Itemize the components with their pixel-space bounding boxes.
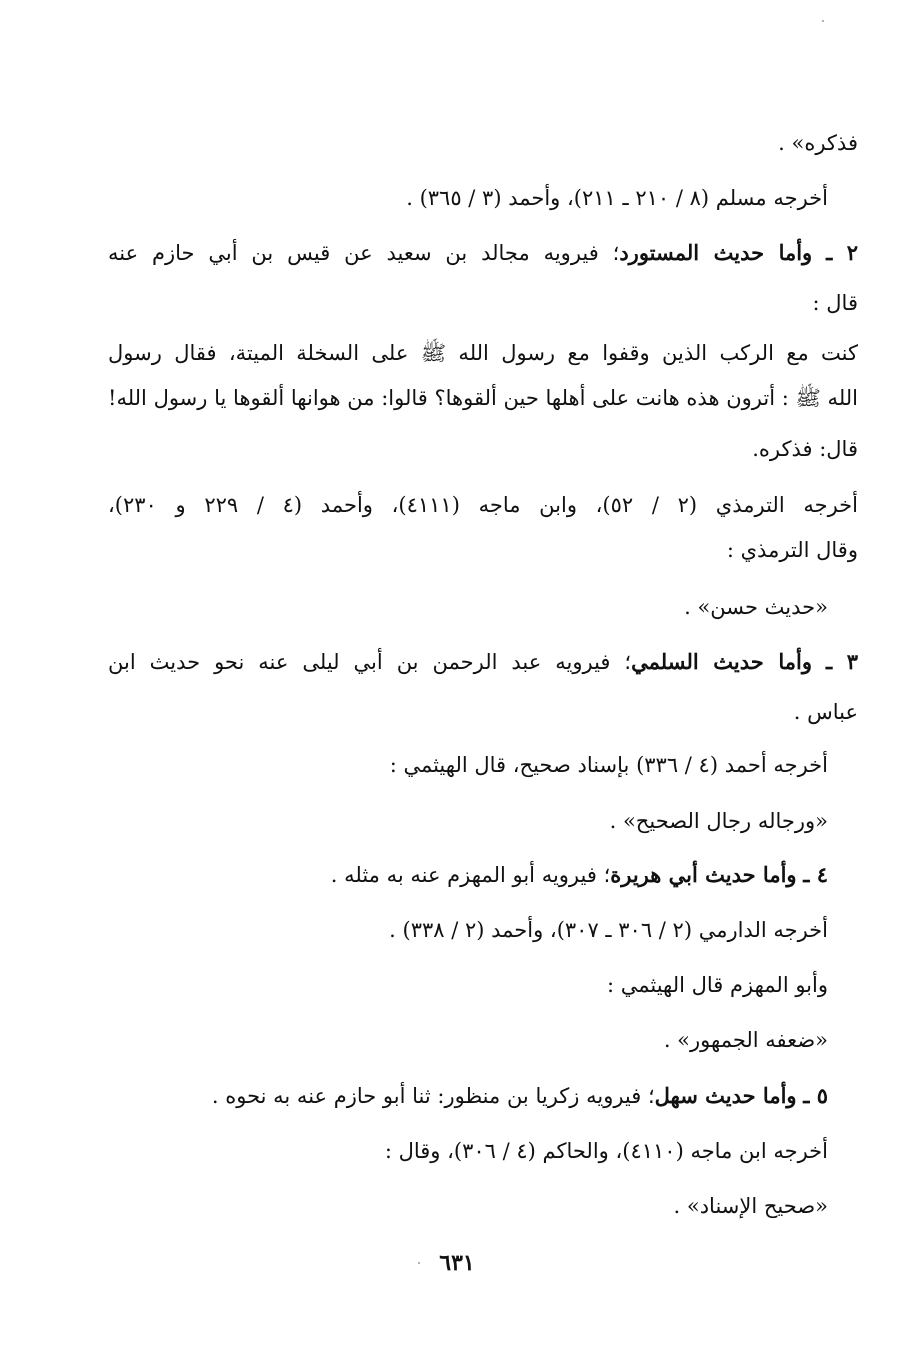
quote-line: «ورجاله رجال الصحيح» . [609, 809, 828, 833]
quote-line: «صحيح الإسناد» . [673, 1194, 828, 1218]
section-title: وأما حديث سهل [654, 1083, 797, 1108]
page-number: ٦٣١ [439, 1250, 475, 1276]
text-line: فذكره» . [778, 131, 858, 155]
citation-line: أخرجه الدارمي (٢ / ٣٠٦ ـ ٣٠٧)، وأحمد (٢ / ٣٣٨) . [389, 918, 828, 942]
section-title: وأما حديث المستورد [619, 240, 813, 265]
section-heading-line [212, 1081, 828, 1111]
citation-line: أخرجه الترمذي (٢ / ٥٢)، وابن ماجه (٤١١١)، وأحمد (٤ / ٢٢٩ و ٢٣٠)، [108, 493, 858, 517]
section-number: ٤ ـ [803, 862, 828, 887]
text-line: عباس . [793, 700, 858, 724]
section-title: وأما حديث أبي هريرة [610, 862, 797, 887]
hadith-text-line: الله ﷺ : أترون هذه هانت على أهلها حين ألقوها؟ قالوا: من هوانها ألقوها يا رسول الله! [108, 386, 858, 410]
text-line: وأبو المهزم قال الهيثمي : [606, 973, 828, 997]
quote-line: «حديث حسن» . [684, 595, 828, 619]
section-text: ؛ فيرويه أبو المهزم عنه به مثله . [330, 863, 611, 887]
section-text: ؛ فيرويه عبد الرحمن بن أبي ليلى عنه نحو حديث ابن [108, 650, 632, 674]
hadith-text-line: قال: فذكره. [752, 437, 858, 461]
section-text: ؛ فيرويه زكريا بن منظور: ثنا أبو حازم عنه به نحوه . [211, 1084, 655, 1108]
text-line: قال : [812, 291, 858, 315]
quote-line: «ضعفه الجمهور» . [663, 1028, 828, 1052]
section-number: ٢ ـ [826, 240, 858, 265]
scan-speck [418, 1262, 420, 1264]
section-heading-line [108, 238, 858, 268]
citation-line: أخرجه مسلم (٨ / ٢١٠ ـ ٢١١)، وأحمد (٣ / ٣٦٥) . [406, 186, 828, 210]
hadith-text-line: كنت مع الركب الذين وقفوا مع رسول الله ﷺ على السخلة الميتة، فقال رسول [108, 341, 858, 365]
scan-speck [822, 20, 824, 22]
section-title: وأما حديث السلمي [631, 649, 812, 674]
section-number: ٣ ـ [825, 649, 859, 674]
text-line: وقال الترمذي : [726, 538, 858, 562]
citation-line: أخرجه أحمد (٤ / ٣٣٦) بإسناد صحيح، قال الهيثمي : [389, 753, 828, 777]
section-number: ٥ ـ [803, 1083, 828, 1108]
section-text: ؛ فيرويه مجالد بن سعيد عن قيس بن أبي حازم عنه [108, 241, 620, 265]
section-heading-line [331, 860, 828, 890]
citation-line: أخرجه ابن ماجه (٤١١٠)، والحاكم (٤ / ٣٠٦)، وقال : [384, 1139, 828, 1163]
section-heading-line [108, 647, 858, 677]
